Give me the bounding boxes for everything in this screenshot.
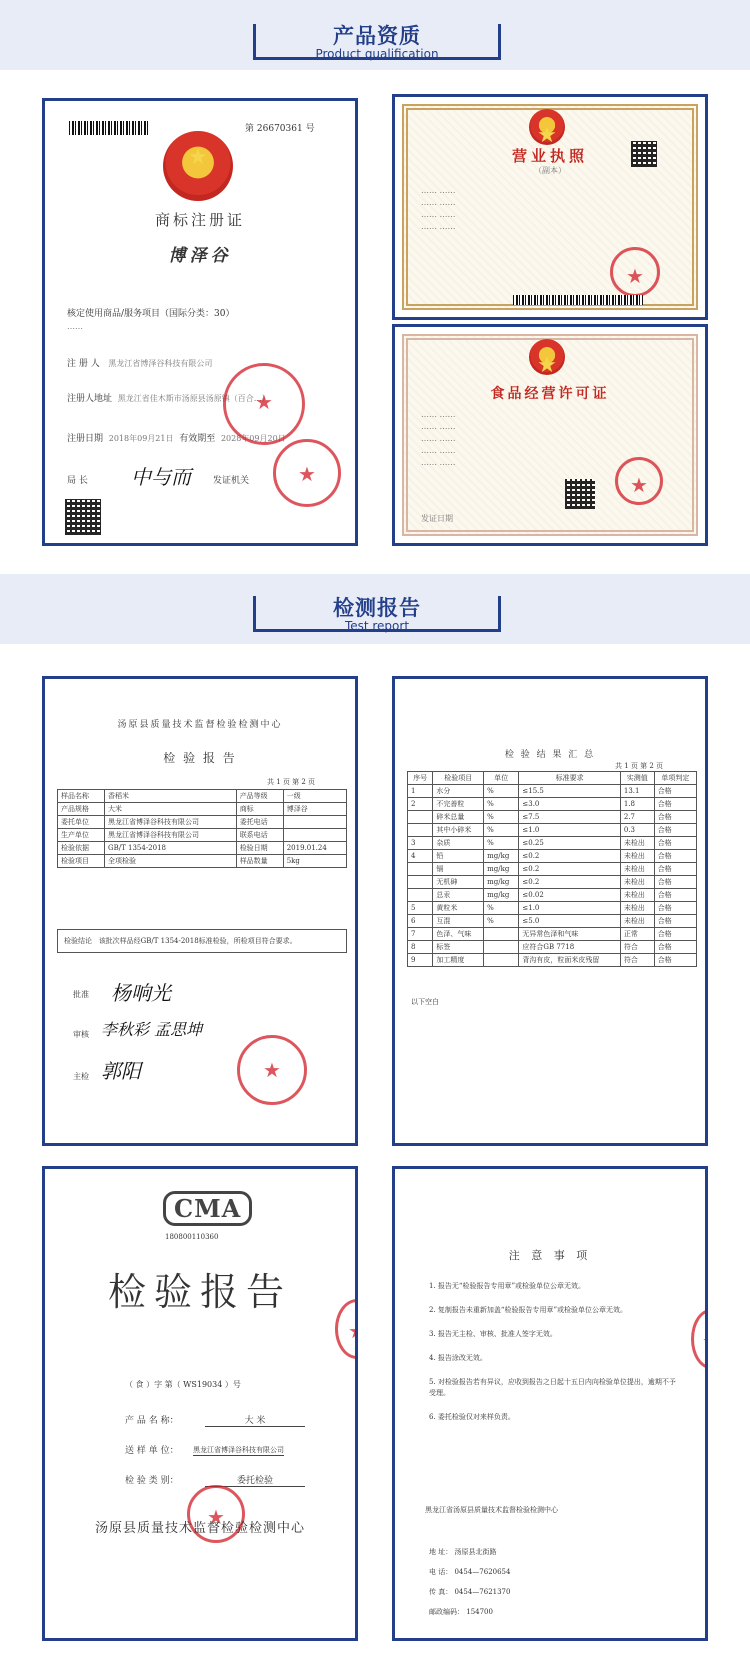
notice-item: 1. 报告无“检验报告专用章”或检验单位公章无效。 [429, 1282, 586, 1290]
column-header: 序号 [408, 772, 433, 785]
table-cell: ≤7.5 [519, 811, 620, 824]
table-cell: 杂质 [433, 837, 484, 850]
cma-number: 180800110360 [165, 1233, 219, 1241]
business-license-card [392, 94, 708, 320]
type-value: 委托检验 [205, 1473, 305, 1487]
table-cell: 生产单位 [58, 829, 105, 842]
table-cell: 2.7 [620, 811, 654, 824]
notice-list [429, 1281, 681, 1436]
table-cell: 未检出 [620, 850, 654, 863]
table-cell: ≤1.0 [519, 902, 620, 915]
table-cell: 镉 [433, 863, 484, 876]
table-row [58, 855, 347, 868]
table-row [408, 785, 697, 798]
table-cell: 样品名称 [58, 790, 105, 803]
conclusion-box: 检验结论 该批次样品经GB/T 1354-2018标准检验，所检项目符合要求。 [57, 929, 347, 953]
table-cell [283, 816, 346, 829]
results-table [407, 771, 697, 967]
cover-number-line: （ 食 ）字 第（ WS19034 ）号 [125, 1380, 241, 1389]
table-cell: 色泽、气味 [433, 928, 484, 941]
table-row [408, 928, 697, 941]
table-cell: % [484, 798, 519, 811]
table-cell: 合格 [654, 785, 696, 798]
red-seal-icon [691, 1309, 708, 1369]
barcode [513, 295, 643, 305]
director-signature: 中与而 [131, 465, 191, 489]
table-cell: 未检出 [620, 876, 654, 889]
goods-line: 核定使用商品/服务项目（国际分类：30） [67, 309, 235, 319]
table-cell: 5kg [283, 855, 346, 868]
table-row [408, 863, 697, 876]
table-cell: 3 [408, 837, 433, 850]
table-cell: 总汞 [433, 889, 484, 902]
report-title: 检 验 报 告 [163, 751, 237, 765]
table-cell: 合格 [654, 954, 696, 967]
type-label: 检 验 类 别： [125, 1476, 179, 1486]
certificate-title: 商标注册证 [154, 211, 245, 229]
approver-signature: 杨响光 [111, 981, 171, 1005]
goods-detail: …… [67, 322, 83, 331]
table-cell [408, 889, 433, 902]
barcode [69, 121, 149, 135]
table-cell: 未检出 [620, 837, 654, 850]
notice-item: 6. 委托检验仅对来样负责。 [429, 1413, 515, 1421]
table-cell [408, 824, 433, 837]
table-cell: 样品数量 [236, 855, 283, 868]
table-cell: 未检出 [620, 902, 654, 915]
red-seal-icon [223, 363, 305, 445]
notice-postcode: 邮政编码： 154700 [429, 1608, 493, 1616]
table-row [58, 816, 347, 829]
table-cell: ≤3.0 [519, 798, 620, 811]
table-cell: 合格 [654, 941, 696, 954]
table-cell: 水分 [433, 785, 484, 798]
table-cell: 1.8 [620, 798, 654, 811]
table-cell: 符合 [620, 954, 654, 967]
red-seal-icon [273, 439, 341, 507]
table-cell: 铅 [433, 850, 484, 863]
sender-value: 黑龙江省博泽谷科技有限公司 [193, 1446, 284, 1454]
table-cell: 黄粒米 [433, 902, 484, 915]
section-title-cn: 产品资质 [333, 24, 421, 48]
qr-code-icon [565, 479, 595, 509]
cover-center: 汤原县质量技术监督检验检测中心 [94, 1521, 305, 1536]
notice-fax: 传 真： 0454—7621370 [429, 1588, 511, 1596]
report-cover-card [42, 1166, 358, 1641]
license-fields: …… …… …… …… …… …… …… …… [421, 186, 456, 231]
table-row [408, 876, 697, 889]
results-summary-card [392, 676, 708, 1146]
table-cell: % [484, 902, 519, 915]
section-title-cn: 检测报告 [333, 596, 421, 620]
table-cell: 合格 [654, 837, 696, 850]
table-cell: 商标 [236, 803, 283, 816]
table-row [58, 842, 347, 855]
table-cell: 正常 [620, 928, 654, 941]
table-row [408, 941, 697, 954]
table-cell [408, 863, 433, 876]
table-cell: ≤15.5 [519, 785, 620, 798]
national-emblem-icon [529, 339, 565, 375]
report-center: 汤原县质量技术监督检验检测中心 [117, 720, 283, 730]
section-title-product-qualification [253, 10, 501, 60]
product-label: 产 品 名 称： [125, 1416, 179, 1426]
trademark-mark: 博泽谷 [168, 246, 232, 266]
table-cell: 其中小碎米 [433, 824, 484, 837]
table-cell: 合格 [654, 915, 696, 928]
column-header: 实测值 [620, 772, 654, 785]
table-cell: 香稻米 [105, 790, 237, 803]
notice-item: 5. 对检验报告若有异议，应收到报告之日起十五日内向检验单位提出，逾期不予受理。 [429, 1378, 676, 1397]
summary-page: 共 1 页 第 2 页 [615, 762, 664, 770]
table-cell: 博泽谷 [283, 803, 346, 816]
table-row [408, 889, 697, 902]
table-cell: 检验依据 [58, 842, 105, 855]
table-row [408, 837, 697, 850]
table-cell: 产品规格 [58, 803, 105, 816]
table-cell: 无异常色泽和气味 [519, 928, 620, 941]
summary-footnote: 以下空白 [411, 998, 439, 1006]
trademark-certificate-card [42, 98, 358, 546]
product-value: 大 米 [205, 1413, 305, 1427]
table-cell: 加工精度 [433, 954, 484, 967]
table-row [408, 811, 697, 824]
table-row [408, 915, 697, 928]
table-cell: mg/kg [484, 889, 519, 902]
red-seal-icon [610, 247, 660, 297]
table-cell: 2 [408, 798, 433, 811]
table-cell: 6 [408, 915, 433, 928]
table-row [408, 954, 697, 967]
tester-label: 主检 [73, 1072, 89, 1081]
table-cell: % [484, 824, 519, 837]
table-cell: 大米 [105, 803, 237, 816]
table-cell: 检验日期 [236, 842, 283, 855]
table-cell: 联系电话 [236, 829, 283, 842]
tester-signature: 郭阳 [101, 1059, 141, 1083]
report-info-table [57, 789, 347, 868]
license-subtitle: （副本） [534, 166, 566, 175]
table-cell: % [484, 837, 519, 850]
table-cell: 合格 [654, 850, 696, 863]
table-cell: 未检出 [620, 889, 654, 902]
table-cell [484, 941, 519, 954]
table-cell: 全项检验 [105, 855, 237, 868]
table-cell: 1 [408, 785, 433, 798]
notice-item: 3. 报告无主检、审核、批准人签字无效。 [429, 1330, 557, 1338]
notice-center: 黑龙江省汤原县质量技术监督检验检测中心 [425, 1506, 558, 1514]
table-cell: 应符合GB 7718 [519, 941, 620, 954]
table-cell: ≤0.2 [519, 850, 620, 863]
table-cell: 一级 [283, 790, 346, 803]
notice-item: 2. 复制报告未重新加盖“检验报告专用章”或检验单位公章无效。 [429, 1306, 628, 1314]
table-row [58, 829, 347, 842]
table-cell: 合格 [654, 902, 696, 915]
food-license-footer: 发证日期 [421, 514, 453, 523]
table-cell: 合格 [654, 928, 696, 941]
notice-title: 注 意 事 项 [508, 1249, 592, 1262]
table-cell: % [484, 915, 519, 928]
table-cell: 标签 [433, 941, 484, 954]
table-cell: 碎米总量 [433, 811, 484, 824]
table-row [408, 798, 697, 811]
table-cell: ≤1.0 [519, 824, 620, 837]
table-cell: 合格 [654, 863, 696, 876]
table-cell: 产品等级 [236, 790, 283, 803]
registrant-row: 注 册 人 黑龙江省博泽谷科技有限公司 [67, 359, 213, 369]
table-cell: 合格 [654, 876, 696, 889]
table-cell: 检验项目 [58, 855, 105, 868]
approver-label: 批准 [73, 990, 89, 999]
column-header: 标准要求 [519, 772, 620, 785]
cma-logo-icon: CMA [163, 1191, 252, 1226]
table-cell [484, 928, 519, 941]
table-row [58, 790, 347, 803]
table-cell: 2019.01.24 [283, 842, 346, 855]
table-cell: mg/kg [484, 863, 519, 876]
table-cell: 9 [408, 954, 433, 967]
table-cell: GB/T 1354-2018 [105, 842, 237, 855]
notice-card [392, 1166, 708, 1641]
table-cell: % [484, 811, 519, 824]
table-cell: % [484, 785, 519, 798]
notice-address: 地 址： 汤原县北街路 [429, 1548, 497, 1556]
table-cell: mg/kg [484, 850, 519, 863]
table-cell: 合格 [654, 889, 696, 902]
inspection-report-card [42, 676, 358, 1146]
food-license-card [392, 324, 708, 546]
national-emblem-icon [529, 109, 565, 145]
table-cell: 7 [408, 928, 433, 941]
red-seal-icon [615, 457, 663, 505]
table-cell: 不完善粒 [433, 798, 484, 811]
notice-phone: 电 话： 0454—7620654 [429, 1568, 511, 1576]
table-cell: 未检出 [620, 863, 654, 876]
food-license-title: 食品经营许可证 [490, 386, 610, 402]
table-cell [484, 954, 519, 967]
address-row: 注册人地址 黑龙江省佳木斯市汤原县汤原镇（百合…） [67, 394, 270, 404]
table-cell: 8 [408, 941, 433, 954]
date-row: 注册日期 2018年09月21日 有效期至 2028年09月20日 [67, 434, 286, 444]
reg-number: 第 26670361 号 [245, 124, 315, 134]
reviewer-label: 审核 [73, 1030, 89, 1039]
notice-item: 4. 报告涂改无效。 [429, 1354, 487, 1362]
table-cell: 合格 [654, 798, 696, 811]
table-cell: 5 [408, 902, 433, 915]
issuer-label: 发证机关 [213, 476, 250, 486]
national-emblem-icon [163, 131, 233, 201]
table-cell: 互混 [433, 915, 484, 928]
table-cell [283, 829, 346, 842]
table-cell [408, 876, 433, 889]
director-label: 局 长 [67, 476, 88, 486]
table-cell: 无机砷 [433, 876, 484, 889]
section-title-test-report [253, 582, 501, 632]
summary-title: 检 验 结 果 汇 总 [504, 750, 596, 760]
qr-code-icon [65, 499, 101, 535]
column-header: 单项判定 [654, 772, 696, 785]
table-cell: 委托单位 [58, 816, 105, 829]
column-header: 检验项目 [433, 772, 484, 785]
section-title-en: Test report [344, 619, 410, 633]
table-cell: 合格 [654, 824, 696, 837]
table-cell: ≤0.25 [519, 837, 620, 850]
table-row [408, 850, 697, 863]
table-cell: 背沟有皮，粒面米皮残留 [519, 954, 620, 967]
license-title: 营业执照 [511, 147, 588, 165]
table-cell: 黑龙江省博泽谷科技有限公司 [105, 829, 237, 842]
table-cell: ≤0.2 [519, 863, 620, 876]
table-cell: 4 [408, 850, 433, 863]
table-cell: 符合 [620, 941, 654, 954]
table-row [408, 824, 697, 837]
table-cell: 合格 [654, 811, 696, 824]
table-cell: ≤5.0 [519, 915, 620, 928]
reviewer-signature: 李秋彩 孟思坤 [101, 1020, 203, 1039]
cover-title: 检验报告 [107, 1270, 292, 1314]
table-cell: 0.3 [620, 824, 654, 837]
table-cell: 委托电话 [236, 816, 283, 829]
table-row [408, 902, 697, 915]
table-cell: 未检出 [620, 915, 654, 928]
table-cell: ≤0.2 [519, 876, 620, 889]
table-cell [408, 811, 433, 824]
table-cell: mg/kg [484, 876, 519, 889]
table-cell: 13.1 [620, 785, 654, 798]
red-seal-icon [237, 1035, 307, 1105]
table-cell: 黑龙江省博泽谷科技有限公司 [105, 816, 237, 829]
column-header: 单位 [484, 772, 519, 785]
food-license-fields: …… …… …… …… …… …… …… …… …… …… [421, 410, 456, 467]
qr-code-icon [631, 141, 657, 167]
table-cell: ≤0.02 [519, 889, 620, 902]
report-page: 共 1 页 第 2 页 [267, 778, 316, 786]
table-row [58, 803, 347, 816]
section-title-en: Product qualification [315, 47, 439, 61]
sender-label: 送 样 单 位： [125, 1446, 179, 1456]
